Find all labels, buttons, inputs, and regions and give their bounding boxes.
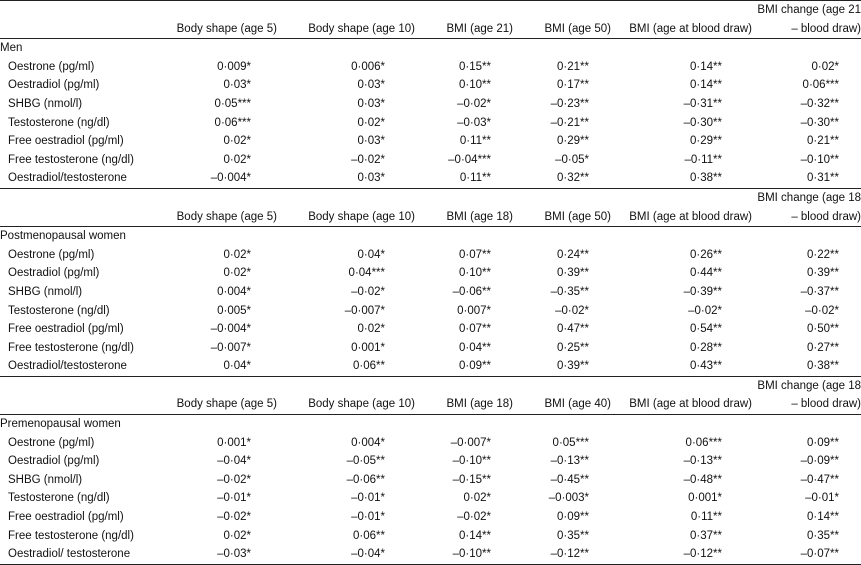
column-header: Body shape (age 5): [176, 22, 277, 35]
column-header: BMI (age at blood draw): [629, 398, 752, 411]
table-cell: –0·03*: [217, 548, 251, 561]
row-label: Oestradiol (pg/ml): [8, 455, 100, 468]
section-header-row: [0, 189, 861, 227]
table-cell: 0·09**: [459, 360, 491, 373]
table-cell: 0·31**: [807, 172, 839, 185]
table-cell: –0·05*: [555, 153, 589, 166]
column-header: BMI (age 50): [544, 210, 611, 223]
table-cell: –0·12**: [683, 548, 722, 561]
table-cell: –0·03*: [457, 116, 491, 129]
table-cell: –0·003*: [548, 492, 589, 505]
row-label: Free oestradiol (pg/ml): [8, 135, 124, 148]
table-cell: –0·48**: [683, 473, 722, 486]
table-cell: 0·06**: [353, 529, 385, 542]
table-cell: 0·09**: [557, 511, 589, 524]
table-row: [0, 76, 861, 95]
table-cell: –0·31**: [683, 97, 722, 110]
table-cell: 0·38**: [807, 360, 839, 373]
table-row: [0, 452, 861, 471]
table-cell: –0·02*: [688, 304, 722, 317]
table-cell: –0·004*: [210, 172, 251, 185]
table-cell: –0·35**: [550, 285, 589, 298]
table-cell: 0·10**: [459, 267, 491, 280]
section-header-row: [0, 1, 861, 39]
row-label: SHBG (nmol/l): [8, 473, 83, 486]
table-cell: 0·04*: [223, 360, 251, 373]
table-cell: –0·39**: [683, 285, 722, 298]
table-cell: 0·43**: [690, 360, 722, 373]
table-cell: –0·11**: [684, 153, 722, 166]
table-cell: 0·10**: [459, 79, 491, 92]
row-label: Free oestradiol (pg/ml): [8, 323, 124, 336]
table-cell: –0·02*: [457, 511, 491, 524]
table-cell: 0·02*: [223, 529, 251, 542]
column-header: Body shape (age 10): [308, 22, 415, 35]
table-cell: 0·29**: [690, 135, 722, 148]
table-cell: –0·007*: [450, 436, 491, 449]
table-cell: 0·35**: [807, 529, 839, 542]
header-blank-cell: [0, 377, 160, 415]
table-cell: –0·01*: [351, 492, 385, 505]
table-cell: 0·02*: [223, 267, 251, 280]
table-cell: 0·11**: [459, 172, 491, 185]
table-row: [0, 434, 861, 453]
table-cell: 0·37**: [690, 529, 722, 542]
table-row: [0, 320, 861, 339]
column-header: BMI change (age 18 – blood draw): [757, 379, 861, 411]
header-blank-cell: [0, 189, 160, 227]
table-cell: –0·21**: [550, 116, 589, 129]
table-cell: 0·14**: [807, 511, 839, 524]
table-cell: –0·05**: [346, 455, 385, 468]
row-label: Testosterone (ng/dl): [8, 116, 110, 129]
section-title-row: [0, 415, 861, 434]
table-cell: 0·05***: [552, 436, 589, 449]
table-cell: 0·07**: [459, 248, 491, 261]
table-cell: 0·14**: [459, 529, 491, 542]
column-header: BMI (age 18): [446, 210, 513, 223]
table-row: [0, 169, 861, 188]
table-row: [0, 545, 861, 564]
table-row: [0, 471, 861, 490]
table-cell: –0·10**: [452, 455, 491, 468]
section-title-row: [0, 39, 861, 58]
table-cell: 0·03*: [357, 135, 385, 148]
table-cell: –0·02*: [555, 304, 589, 317]
table-cell: 0·17**: [557, 79, 589, 92]
row-label: Oestradiol/testosterone: [8, 360, 127, 373]
column-header: Body shape (age 5): [176, 210, 277, 223]
column-header: Body shape (age 10): [308, 398, 415, 411]
table-cell: 0·03*: [357, 97, 385, 110]
column-header: BMI (age 18): [446, 398, 513, 411]
table-cell: –0·45**: [550, 473, 589, 486]
table-cell: 0·25**: [557, 341, 589, 354]
table-row: [0, 246, 861, 265]
table-cell: 0·21**: [807, 135, 839, 148]
table-cell: 0·02*: [811, 60, 839, 73]
table-row: [0, 95, 861, 114]
table-row: [0, 283, 861, 302]
table-cell: –0·04*: [351, 548, 385, 561]
table-cell: –0·06**: [452, 285, 491, 298]
table-cell: 0·001*: [217, 436, 251, 449]
table-cell: 0·28**: [690, 341, 722, 354]
table-cell: –0·09**: [800, 455, 839, 468]
table-cell: –0·004*: [210, 323, 251, 336]
table-cell: 0·29**: [557, 135, 589, 148]
row-label: SHBG (nmol/l): [8, 285, 83, 298]
header-blank-cell: [0, 1, 160, 39]
row-label: Oestrone (pg/ml): [8, 436, 95, 449]
row-label: Oestradiol/ testosterone: [8, 548, 131, 561]
table-cell: 0·02*: [357, 323, 385, 336]
table-cell: 0·02*: [463, 492, 491, 505]
table-cell: 0·15**: [459, 60, 491, 73]
table-cell: –0·04*: [217, 455, 251, 468]
table-cell: 0·06***: [214, 116, 251, 129]
table-cell: 0·03*: [223, 79, 251, 92]
table-cell: 0·14**: [690, 79, 722, 92]
table-row: [0, 114, 861, 133]
section-title: Postmenopausal women: [0, 230, 126, 243]
table-cell: –0·07**: [800, 548, 839, 561]
table-cell: 0·06***: [685, 436, 722, 449]
row-label: Free oestradiol (pg/ml): [8, 511, 124, 524]
table-cell: –0·10**: [452, 548, 491, 561]
column-header: BMI (age at blood draw): [629, 210, 752, 223]
row-label: Oestradiol/testosterone: [8, 172, 127, 185]
table-cell: –0·02*: [217, 511, 251, 524]
column-header: BMI change (age 21 – blood draw): [757, 4, 861, 35]
row-label: Free testosterone (ng/dl): [8, 529, 134, 542]
row-label: Free testosterone (ng/dl): [8, 341, 134, 354]
table-cell: –0·37**: [800, 285, 839, 298]
table-cell: –0·01*: [805, 492, 839, 505]
table-row: [0, 508, 861, 527]
table-cell: –0·02*: [805, 304, 839, 317]
table-cell: 0·06**: [353, 360, 385, 373]
column-header: BMI (age 21): [446, 22, 513, 35]
column-header: BMI (age at blood draw): [629, 22, 752, 35]
table-cell: 0·39**: [807, 267, 839, 280]
table-row: [0, 132, 861, 151]
table-cell: 0·004*: [217, 285, 251, 298]
table-cell: 0·39**: [557, 360, 589, 373]
table-cell: 0·39**: [557, 267, 589, 280]
table-cell: 0·006*: [351, 60, 385, 73]
row-label: Oestrone (pg/ml): [8, 248, 95, 261]
row-label: Oestradiol (pg/ml): [8, 267, 100, 280]
table-cell: 0·02*: [223, 135, 251, 148]
table-cell: 0·24**: [557, 248, 589, 261]
table-cell: –0·007*: [344, 304, 385, 317]
table-cell: 0·35**: [557, 529, 589, 542]
table-cell: 0·09**: [807, 436, 839, 449]
row-label: Testosterone (ng/dl): [8, 492, 110, 505]
table-cell: –0·30**: [800, 116, 839, 129]
table-cell: 0·005*: [217, 304, 251, 317]
table-cell: 0·03*: [357, 79, 385, 92]
table-cell: –0·02*: [217, 473, 251, 486]
column-header: Body shape (age 5): [176, 398, 277, 411]
table-cell: 0·11**: [690, 511, 722, 524]
table-cell: –0·01*: [217, 492, 251, 505]
table-cell: 0·06***: [802, 79, 839, 92]
table-row: [0, 357, 861, 376]
row-label: Oestradiol (pg/ml): [8, 79, 100, 92]
table-cell: 0·04*: [357, 248, 385, 261]
column-header: BMI (age 50): [544, 22, 611, 35]
table-cell: 0·04***: [348, 267, 385, 280]
table-cell: 0·001*: [688, 492, 722, 505]
section-title-row: [0, 227, 861, 246]
table-cell: –0·32**: [800, 97, 839, 110]
table-cell: –0·007*: [210, 341, 251, 354]
table-row: [0, 302, 861, 321]
table-cell: 0·22**: [807, 248, 839, 261]
table-row: [0, 151, 861, 170]
section-header-row: [0, 377, 861, 415]
table-row: [0, 527, 861, 546]
table-cell: 0·07**: [459, 323, 491, 336]
table-cell: 0·05***: [214, 97, 251, 110]
row-label: SHBG (nmol/l): [8, 97, 83, 110]
table-cell: 0·02*: [357, 116, 385, 129]
table-cell: 0·50**: [807, 323, 839, 336]
table-cell: –0·02*: [351, 153, 385, 166]
section-title: Premenopausal women: [0, 418, 121, 431]
table-cell: 0·14**: [690, 60, 722, 73]
table-cell: –0·13**: [683, 455, 722, 468]
row-label: Testosterone (ng/dl): [8, 304, 110, 317]
section-title: Men: [0, 42, 23, 55]
table-cell: –0·13**: [550, 455, 589, 468]
table-cell: –0·06**: [346, 473, 385, 486]
table-cell: 0·21**: [557, 60, 589, 73]
table-row: [0, 58, 861, 77]
table-cell: –0·01*: [351, 511, 385, 524]
table-cell: –0·30**: [683, 116, 722, 129]
table-cell: –0·02*: [457, 97, 491, 110]
row-label: Oestrone (pg/ml): [8, 60, 95, 73]
table-cell: 0·001*: [351, 341, 385, 354]
table-cell: –0·23**: [550, 97, 589, 110]
table-cell: 0·04**: [459, 341, 491, 354]
table-row: [0, 339, 861, 358]
table-cell: 0·27**: [807, 341, 839, 354]
table-cell: 0·38**: [690, 172, 722, 185]
table-cell: 0·02*: [223, 248, 251, 261]
table-cell: 0·02*: [223, 153, 251, 166]
column-header: BMI (age 40): [544, 398, 611, 411]
table-cell: 0·44**: [690, 267, 722, 280]
table-cell: 0·32**: [557, 172, 589, 185]
table-cell: 0·26**: [690, 248, 722, 261]
table-cell: –0·47**: [800, 473, 839, 486]
column-header: Body shape (age 10): [308, 210, 415, 223]
table-cell: 0·54**: [690, 323, 722, 336]
table-cell: 0·11**: [459, 135, 491, 148]
table-row: [0, 264, 861, 283]
table-cell: –0·10**: [800, 153, 839, 166]
table-cell: 0·47**: [557, 323, 589, 336]
table-cell: 0·004*: [351, 436, 385, 449]
table-cell: 0·009*: [217, 60, 251, 73]
table-cell: –0·12**: [550, 548, 589, 561]
table-row: [0, 489, 861, 508]
table-cell: 0·007*: [457, 304, 491, 317]
row-label: Free testosterone (ng/dl): [8, 153, 134, 166]
table-cell: –0·02*: [351, 285, 385, 298]
table-cell: –0·04***: [448, 153, 491, 166]
column-header: BMI change (age 18 – blood draw): [757, 191, 861, 223]
table-cell: –0·15**: [452, 473, 491, 486]
table-cell: 0·03*: [357, 172, 385, 185]
